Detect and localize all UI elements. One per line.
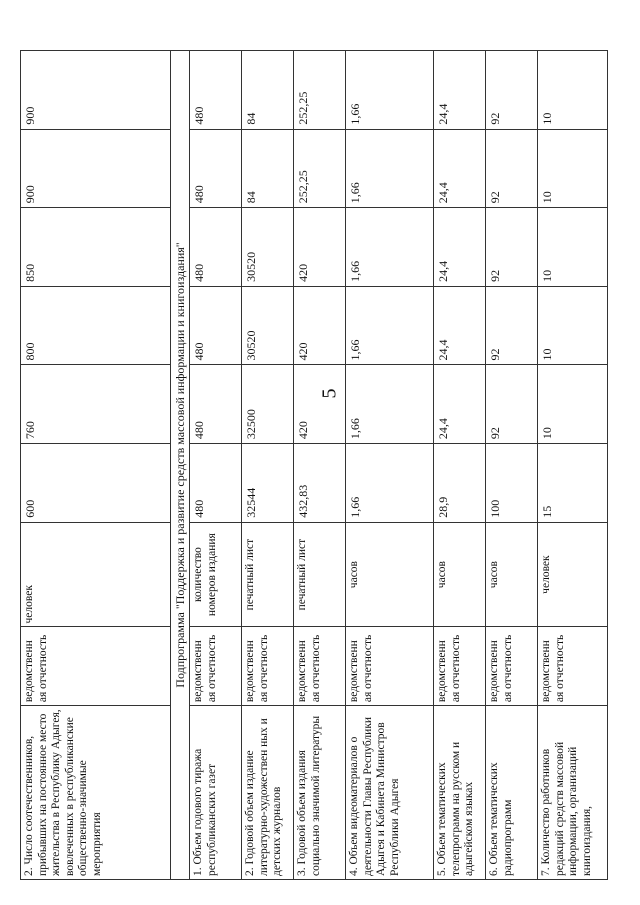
- value-cell: 252,25: [294, 129, 346, 208]
- indicator-source: ведомственн ая отчетность: [190, 627, 242, 706]
- indicator-unit: часов: [434, 522, 486, 627]
- value-cell: 1,66: [346, 444, 434, 523]
- indicator-unit: человек: [21, 522, 171, 627]
- value-cell: 1,66: [346, 208, 434, 287]
- indicator-name: 3. Годовой объем издания социально значимой литературы: [294, 706, 346, 880]
- value-cell: 600: [21, 444, 171, 523]
- value-cell: 15: [538, 444, 608, 523]
- indicator-source: ведомственн ая отчетность: [434, 627, 486, 706]
- value-cell: 24,4: [434, 365, 486, 444]
- indicator-unit: количество номеров издания: [190, 522, 242, 627]
- indicator-name: 2. Годовой объем издание литературно-художествен ных и детских журналов: [242, 706, 294, 880]
- value-cell: 10: [538, 208, 608, 287]
- value-cell: 10: [538, 365, 608, 444]
- indicator-unit: человек: [538, 522, 608, 627]
- value-cell: 900: [21, 129, 171, 208]
- value-cell: 30520: [242, 286, 294, 365]
- value-cell: 10: [538, 286, 608, 365]
- value-cell: 24,4: [434, 286, 486, 365]
- indicator-name: 7. Количество работников редакций средств массовой информации, организаций книгоиздания,: [538, 706, 608, 880]
- indicator-source: ведомственн ая отчетность: [294, 627, 346, 706]
- value-cell: 32544: [242, 444, 294, 523]
- table-row: [538, 51, 608, 880]
- indicator-name: 1. Объем годового тиража республиканских газет: [190, 706, 242, 880]
- value-cell: 252,25: [294, 51, 346, 130]
- table-row: [294, 51, 346, 880]
- value-cell: 420: [294, 286, 346, 365]
- value-cell: 92: [486, 208, 538, 287]
- value-cell: 480: [190, 286, 242, 365]
- table-row: [242, 51, 294, 880]
- value-cell: 432,83: [294, 444, 346, 523]
- value-cell: 10: [538, 129, 608, 208]
- value-cell: 900: [21, 51, 171, 130]
- value-cell: 480: [190, 208, 242, 287]
- value-cell: 100: [486, 444, 538, 523]
- value-cell: 24,4: [434, 129, 486, 208]
- value-cell: 480: [190, 444, 242, 523]
- value-cell: 10: [538, 51, 608, 130]
- value-cell: 92: [486, 286, 538, 365]
- table-row: [190, 51, 242, 880]
- value-cell: 480: [190, 129, 242, 208]
- table-row: [434, 51, 486, 880]
- indicator-source: ведомственн ая отчетность: [346, 627, 434, 706]
- page-number: 5: [318, 388, 341, 399]
- indicator-source: ведомственн ая отчетность: [21, 627, 171, 706]
- value-cell: 28,9: [434, 444, 486, 523]
- indicator-unit: часов: [346, 522, 434, 627]
- value-cell: 24,4: [434, 51, 486, 130]
- indicators-table: [20, 50, 608, 880]
- value-cell: 30520: [242, 208, 294, 287]
- value-cell: 1,66: [346, 365, 434, 444]
- indicator-name: 2. Число соотечественников, прибывших на постоянное место жительства в Республику Адыгея, вовлеченных в республиканские общественно-значимые мероприятия: [21, 706, 171, 880]
- value-cell: 760: [21, 365, 171, 444]
- value-cell: 84: [242, 129, 294, 208]
- value-cell: 800: [21, 286, 171, 365]
- indicator-source: ведомственн ая отчетность: [242, 627, 294, 706]
- rotated-table-container: [20, 10, 610, 880]
- indicator-unit: печатный лист: [242, 522, 294, 627]
- table-row: [21, 51, 171, 880]
- value-cell: 32500: [242, 365, 294, 444]
- indicator-source: ведомственн ая отчетность: [486, 627, 538, 706]
- indicator-name: 4. Объем видеоматериалов о деятельности Главы Республики Адыгея и Кабинета Министров Республики Адыгея: [346, 706, 434, 880]
- indicator-unit: часов: [486, 522, 538, 627]
- value-cell: 92: [486, 365, 538, 444]
- table-row: [486, 51, 538, 880]
- subprogram-title: Подпрограмма "Поддержка и развитие средств массовой информации и книгоиздания": [171, 51, 190, 880]
- value-cell: 480: [190, 51, 242, 130]
- value-cell: 1,66: [346, 129, 434, 208]
- value-cell: 24,4: [434, 208, 486, 287]
- value-cell: 480: [190, 365, 242, 444]
- value-cell: 84: [242, 51, 294, 130]
- indicator-name: 5. Объем тематических телепрограмм на русском и адыгейском языках: [434, 706, 486, 880]
- value-cell: 1,66: [346, 286, 434, 365]
- value-cell: 420: [294, 365, 346, 444]
- value-cell: 1,66: [346, 51, 434, 130]
- value-cell: 92: [486, 129, 538, 208]
- indicator-name: 6. Объем тематических радиопрограмм: [486, 706, 538, 880]
- subprogram-row: [171, 51, 190, 880]
- value-cell: 92: [486, 51, 538, 130]
- value-cell: 850: [21, 208, 171, 287]
- table-row: [346, 51, 434, 880]
- indicator-source: ведомственн ая отчетность: [538, 627, 608, 706]
- indicator-unit: печатный лист: [294, 522, 346, 627]
- value-cell: 420: [294, 208, 346, 287]
